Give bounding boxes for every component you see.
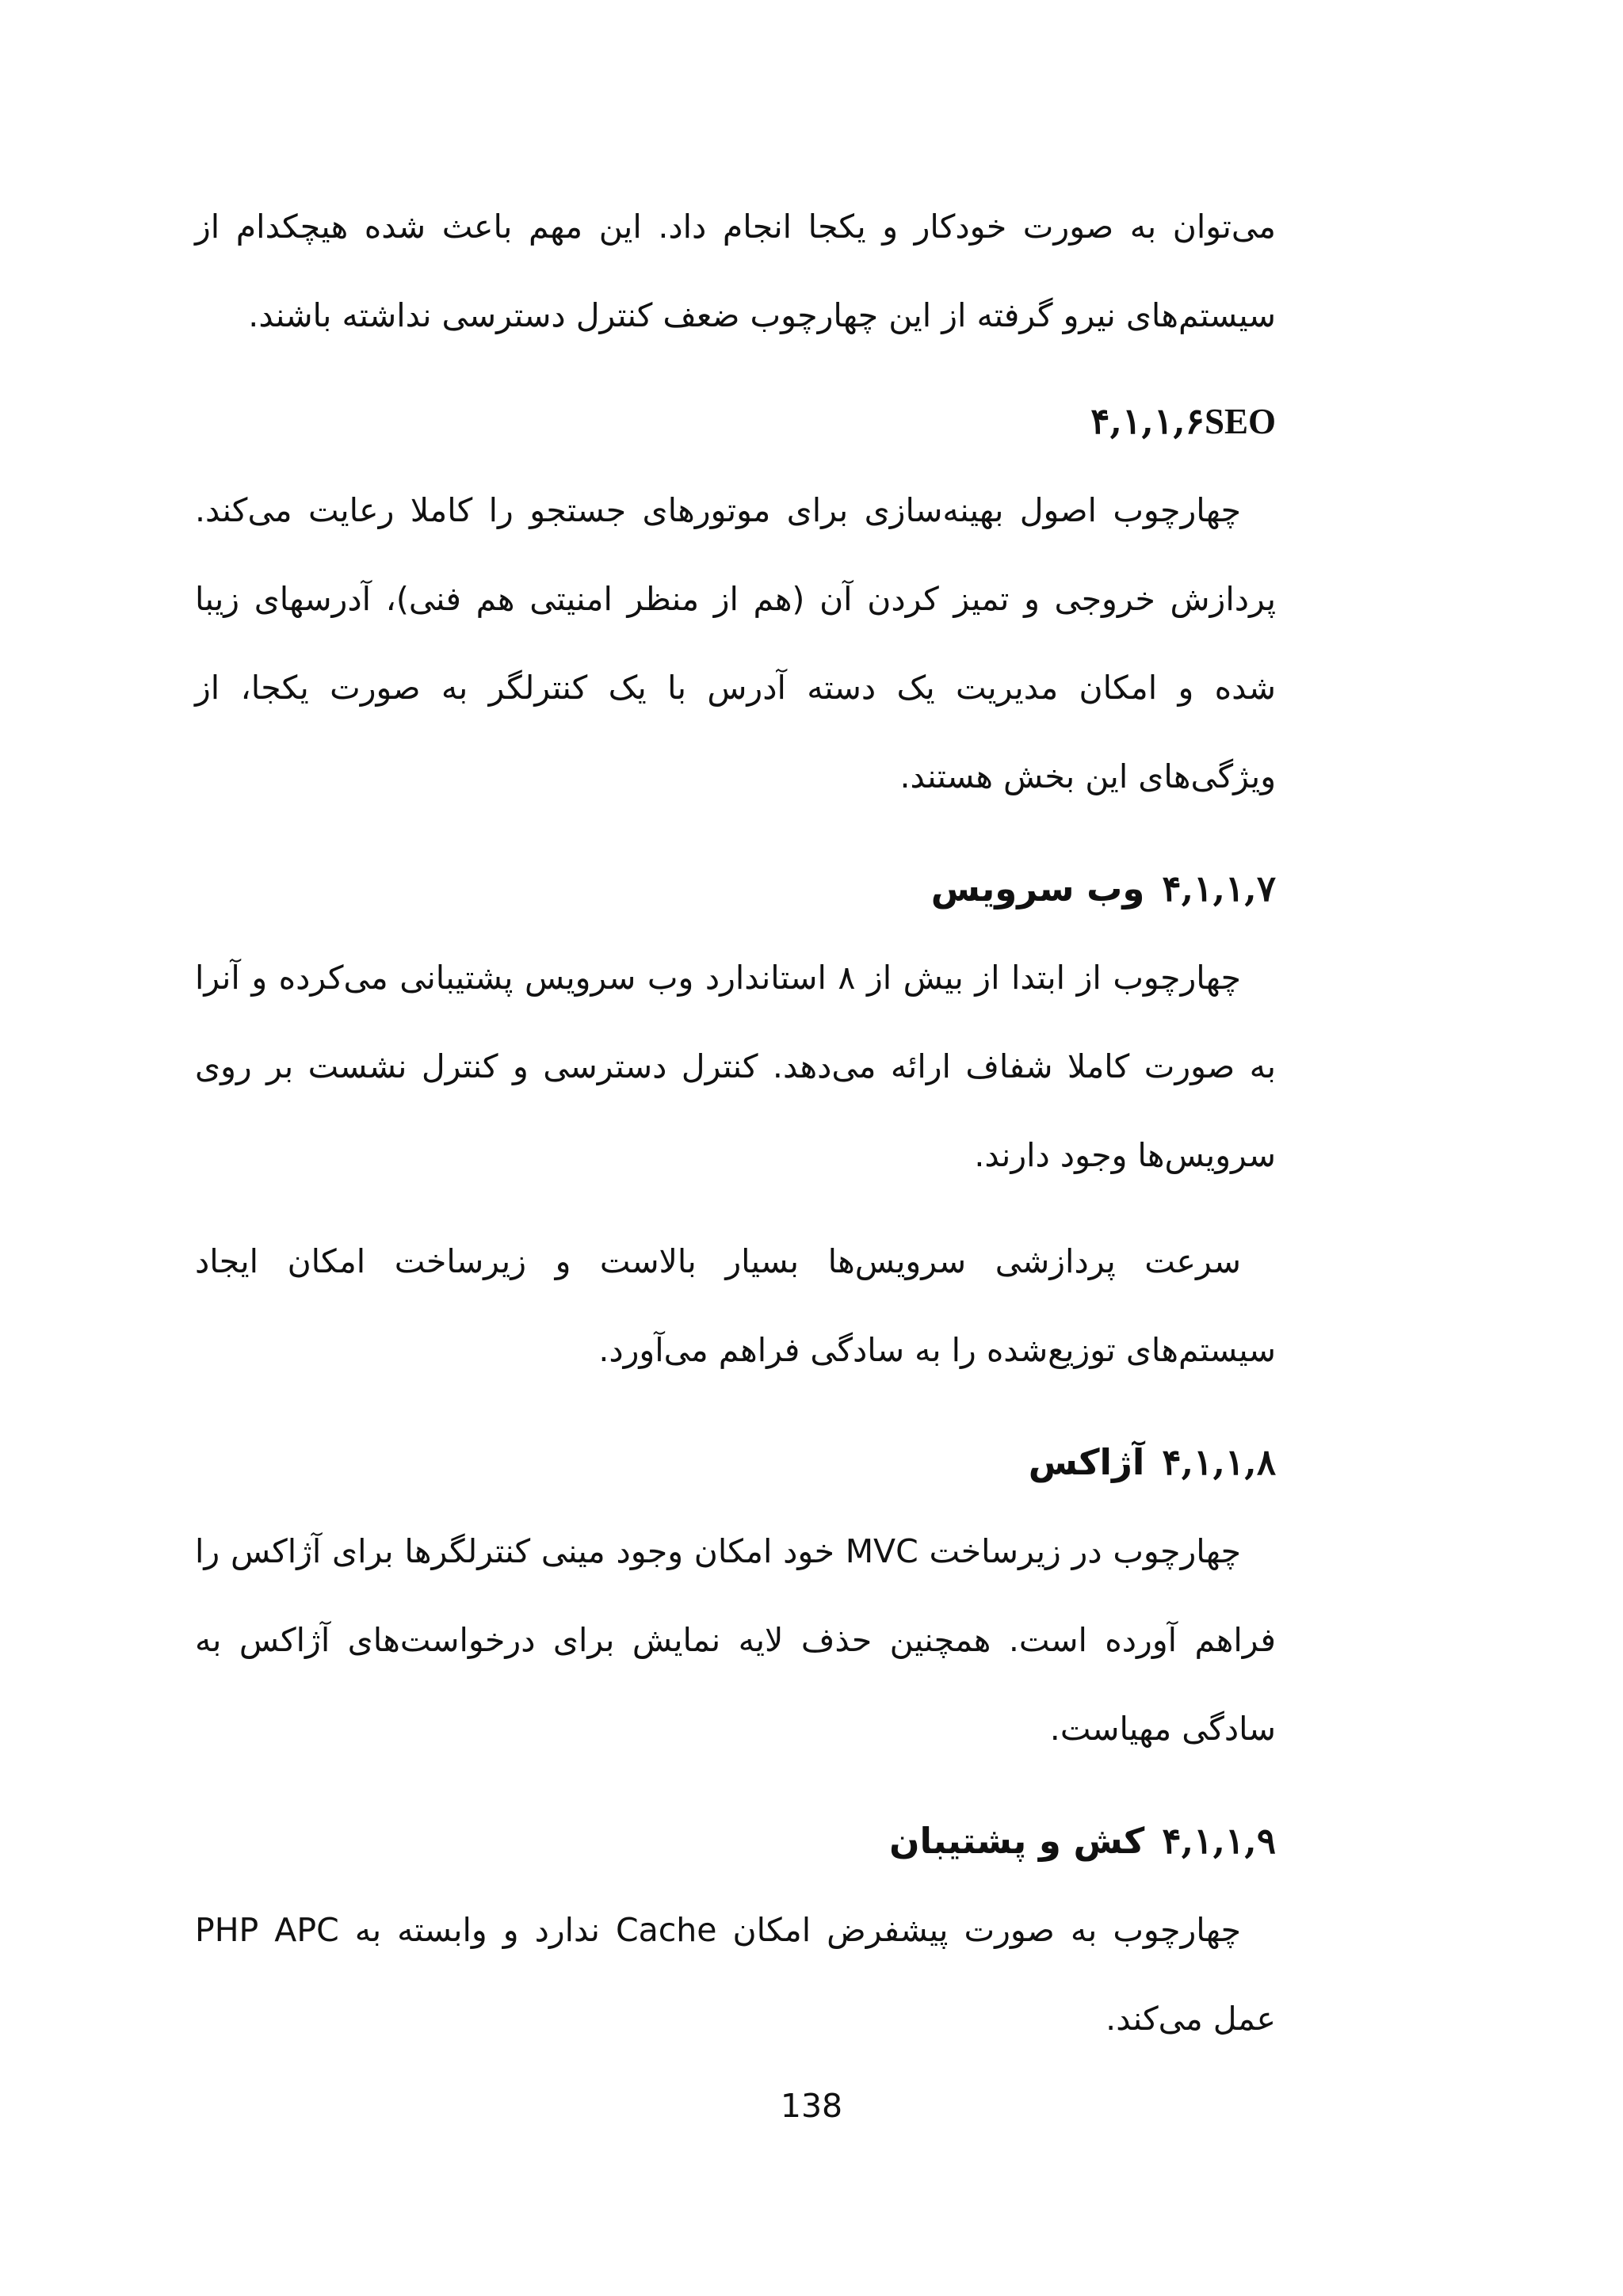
section-paragraph: چهارچوب اصول بهینه‌سازی برای موتورهای جستجو را کاملا رعایت می‌کند. پردازش خروجی و تمیز کردن آن (هم از منظر امنیتی هم فنی)، آدرسهای زیبا شده و امکان مدیریت یک دسته آدرس با یک کنترلگر به صورت یکجا، از ویژگی‌های این بخش هستند. bbox=[195, 491, 1276, 795]
section-number: ۴,۱,۱,۷ bbox=[1162, 868, 1276, 910]
spacer bbox=[195, 1773, 1276, 1797]
section-title: SEO bbox=[1204, 402, 1276, 441]
section-paragraph: چهارچوب به صورت پیشفرض امکان Cache ندارد و وابسته به PHP APC عمل می‌کند. bbox=[195, 1911, 1276, 2038]
section-heading-ajax bbox=[195, 1418, 1276, 1507]
intro-paragraph: می‌توان به صورت خودکار و یکجا انجام داد. این مهم باعث شده هیچکدام از سیستم‌های نیرو گرفته از این چهارچوب ضعف کنترل دسترسی نداشته باشند. bbox=[195, 208, 1276, 334]
section-heading-seo bbox=[195, 377, 1276, 466]
spacer bbox=[195, 1199, 1276, 1217]
page-number: 138 bbox=[780, 2087, 843, 2125]
section-heading-web-service bbox=[195, 845, 1276, 933]
section-number: ۴,۱,۱,۹ bbox=[1162, 1820, 1276, 1862]
page-content bbox=[195, 182, 1276, 2063]
section-heading-cache bbox=[195, 1797, 1276, 1886]
section-title: کش و پشتیبان bbox=[889, 1820, 1145, 1862]
spacer bbox=[195, 821, 1276, 845]
spacer bbox=[195, 360, 1276, 377]
section-paragraph: سرعت پردازشی سرویس‌ها بسیار بالاست و زیرساخت امکان ایجاد سیستم‌های توزیع‌شده را به سادگی فراهم می‌آورد. bbox=[195, 1242, 1276, 1369]
section-number: ۴,۱,۱,۶ bbox=[1090, 400, 1205, 442]
spacer bbox=[195, 1394, 1276, 1418]
section-title: آژاکس bbox=[1028, 1441, 1145, 1483]
section-paragraph: چهارچوب از ابتدا از بیش از ۸ استاندارد وب سرویس پشتیبانی می‌کرده و آنرا به صورت کاملا شفاف ارائه می‌دهد. کنترل دسترسی و کنترل نشست بر روی سرویس‌ها وجود دارند. bbox=[195, 959, 1276, 1174]
section-title: وب سرویس bbox=[930, 868, 1145, 910]
section-number: ۴,۱,۱,۸ bbox=[1162, 1441, 1276, 1483]
section-paragraph: چهارچوب در زیرساخت MVC خود امکان وجود مینی کنترلگرها برای آژاکس را فراهم آورده است. همچنین حذف لایه نمایش برای درخواست‌های آژاکس به سادگی مهیاست. bbox=[195, 1532, 1276, 1748]
